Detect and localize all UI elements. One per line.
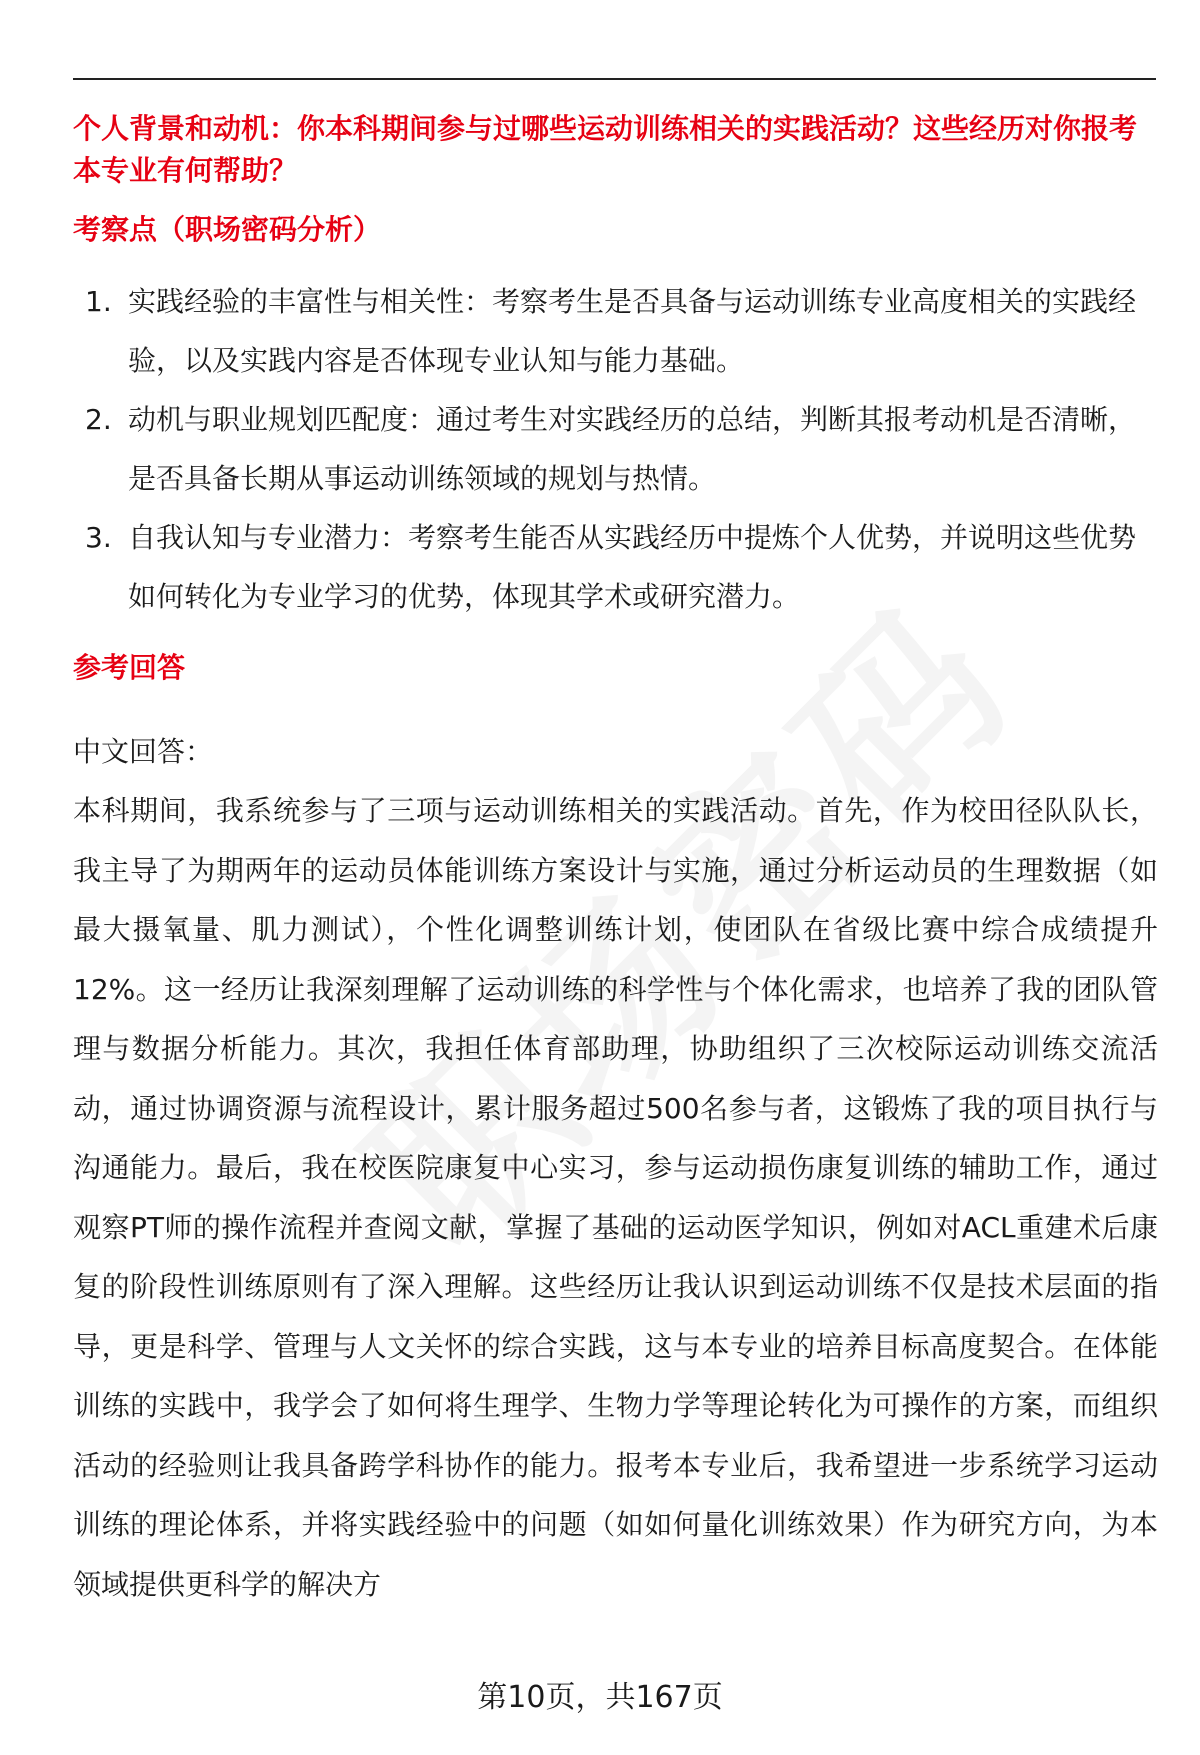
- assessment-point: [73, 272, 1158, 390]
- answer-body: 本科期间，我系统参与了三项与运动训练相关的实践活动。首先，作为校田径队队长，我主导了为期两年的运动员体能训练方案设计与实施，通过分析运动员的生理数据（如最大摄氧量、肌力测试），个性化调整训练计划，使团队在省级比赛中综合成绩提升12%。这一经历让我深刻理解了运动训练的科学性与个体化需求，也培养了我的团队管理与数据分析能力。其次，我担任体育部助理，协助组织了三次校际运动训练交流活动，通过协调资源与流程设计，累计服务超过500名参与者，这锻炼了我的项目执行与沟通能力。最后，我在校医院康复中心实习，参与运动损伤康复训练的辅助工作，通过观察PT师的操作流程并查阅文献，掌握了基础的运动医学知识，例如对ACL重建术后康复的阶段性训练原则有了深入理解。这些经历让我认识到运动训练不仅是技术层面的指导，更是科学、管理与人文关怀的综合实践，这与本专业的培养目标高度契合。在体能训练的实践中，我学会了如何将生理学、生物力学等理论转化为可操作的方案，而组织活动的经验则让我具备跨学科协作的能力。报考本专业后，我希望进一步系统学习运动训练的理论体系，并将实践经验中的问题（如如何量化训练效果）作为研究方向，为本领域提供更科学的解决方: [73, 794, 1158, 1601]
- assessment-point: [73, 390, 1158, 508]
- assessment-heading: 考察点（职场密码分析）: [73, 213, 382, 246]
- point-number: 1.: [85, 285, 112, 318]
- reference-answer-heading: 参考回答: [73, 651, 186, 684]
- point-number: 2.: [85, 403, 112, 436]
- answer-language-label: 中文回答：: [73, 735, 214, 768]
- point-text: 动机与职业规划匹配度：通过考生对实践经历的总结，判断其报考动机是否清晰，是否具备长期从事运动训练领域的规划与热情。: [128, 403, 1137, 495]
- point-number: 3.: [85, 521, 112, 554]
- assessment-points-list: [73, 272, 1158, 626]
- document-body: [73, 108, 1158, 1614]
- interview-question: 个人背景和动机：你本科期间参与过哪些运动训练相关的实践活动？这些经历对你报考本专业有何帮助？: [73, 112, 1138, 187]
- point-text: 自我认知与专业潜力：考察考生能否从实践经历中提炼个人优势，并说明这些优势如何转化为专业学习的优势，体现其学术或研究潜力。: [128, 521, 1137, 613]
- assessment-point: [73, 508, 1158, 626]
- page-number: 第10页，共167页: [477, 1680, 723, 1715]
- header-divider: [73, 78, 1156, 80]
- point-text: 实践经验的丰富性与相关性：考察考生是否具备与运动训练专业高度相关的实践经验，以及实践内容是否体现专业认知与能力基础。: [128, 285, 1137, 377]
